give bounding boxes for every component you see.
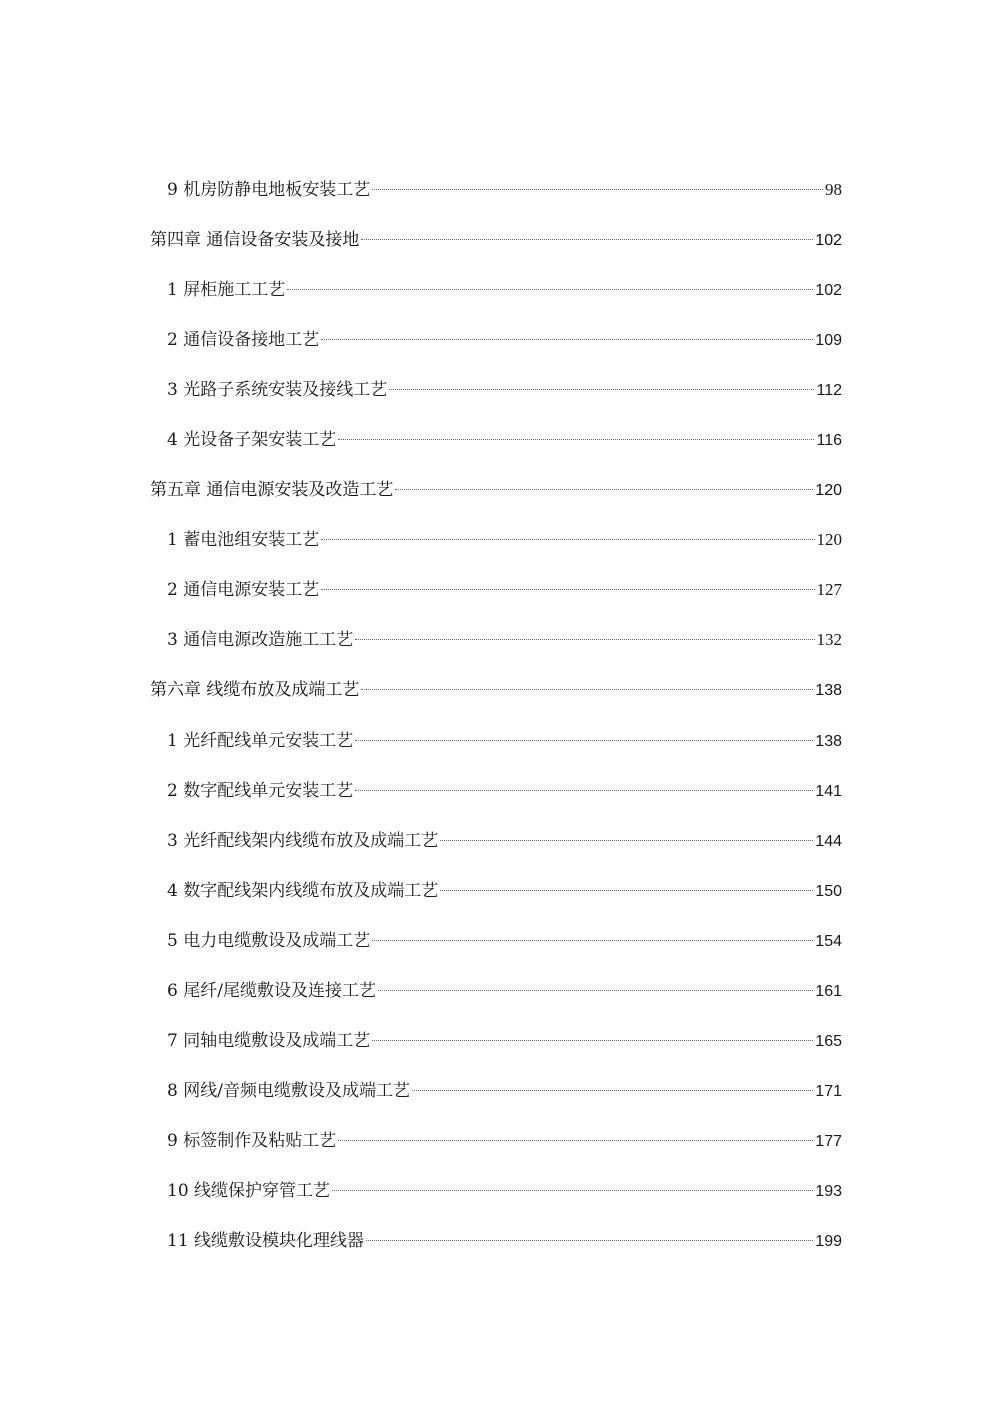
toc-dot-leader (321, 339, 813, 340)
toc-entry-title: 11 线缆敷设模块化理线器 (167, 1231, 365, 1251)
toc-dot-leader (412, 1090, 813, 1091)
toc-dot-leader (355, 639, 814, 640)
toc-entry[interactable] (167, 828, 842, 854)
toc-entry[interactable] (167, 978, 842, 1004)
toc-entry-title: 3 通信电源改造施工工艺 (167, 630, 354, 650)
toc-chapter-title: 第四章 通信设备安装及接地 (150, 230, 360, 250)
toc-entry-title: 4 数字配线架内线缆布放及成端工艺 (167, 881, 439, 901)
toc-dot-leader (366, 1240, 813, 1241)
toc-dot-leader (287, 289, 813, 290)
toc-entry-title: 2 通信电源安装工艺 (167, 580, 320, 600)
toc-entry[interactable] (167, 778, 842, 804)
toc-entry-page: 138 (815, 733, 842, 750)
toc-entry-title: 7 同轴电缆敷设及成端工艺 (167, 1031, 371, 1051)
toc-entry-page: 109 (815, 332, 842, 349)
toc-entry[interactable] (167, 377, 842, 403)
toc-entry-page: 193 (815, 1183, 842, 1200)
toc-entry-page: 132 (816, 630, 842, 649)
toc-chapter-entry[interactable] (150, 677, 842, 703)
toc-dot-leader (361, 689, 813, 690)
toc-entry-page: 171 (815, 1083, 842, 1100)
toc-entry-title: 1 屏柜施工工艺 (167, 280, 286, 300)
toc-dot-leader (378, 990, 813, 991)
toc-entry[interactable] (167, 177, 842, 203)
toc-entry-page: 144 (815, 833, 842, 850)
toc-chapter-page: 138 (815, 682, 842, 699)
toc-entry[interactable] (167, 277, 842, 303)
toc-entry-page: 120 (816, 530, 842, 549)
toc-entry[interactable] (167, 327, 842, 353)
toc-entry[interactable] (167, 1078, 842, 1104)
toc-entry-page: 98 (825, 180, 842, 199)
toc-dot-leader (372, 1040, 813, 1041)
toc-chapter-page: 120 (815, 482, 842, 499)
toc-entry[interactable] (167, 1178, 842, 1204)
toc-entry[interactable] (167, 728, 842, 754)
toc-entry-page: 177 (815, 1133, 842, 1150)
toc-entry-title: 10 线缆保护穿管工艺 (167, 1181, 331, 1201)
toc-chapter-entry[interactable] (150, 227, 842, 253)
toc-dot-leader (389, 389, 814, 390)
toc-entry-page: 141 (815, 783, 842, 800)
toc-chapter-page: 102 (815, 232, 842, 249)
toc-dot-leader (338, 439, 814, 440)
toc-dot-leader (440, 840, 813, 841)
toc-entry-page: 199 (815, 1233, 842, 1250)
toc-entry-title: 2 通信设备接地工艺 (167, 330, 320, 350)
toc-dot-leader (361, 239, 813, 240)
toc-dot-leader (338, 1140, 813, 1141)
toc-entry-title: 9 标签制作及粘贴工艺 (167, 1131, 337, 1151)
toc-dot-leader (355, 740, 813, 741)
toc-entry[interactable] (167, 1028, 842, 1054)
toc-dot-leader (355, 790, 813, 791)
toc-entry[interactable] (167, 427, 842, 453)
toc-chapter-entry[interactable] (150, 477, 842, 503)
toc-chapter-title: 第五章 通信电源安装及改造工艺 (150, 480, 394, 500)
toc-dot-leader (372, 189, 823, 190)
toc-entry-title: 4 光设备子架安装工艺 (167, 430, 337, 450)
toc-entry-page: 165 (815, 1033, 842, 1050)
toc-entry-page: 161 (815, 983, 842, 1000)
toc-entry-page: 154 (815, 933, 842, 950)
toc-entry[interactable] (167, 1228, 842, 1254)
toc-dot-leader (372, 940, 813, 941)
toc-entry[interactable] (167, 627, 842, 653)
toc-entry-title: 6 尾纤/尾缆敷设及连接工艺 (167, 981, 376, 1001)
toc-entry[interactable] (167, 928, 842, 954)
toc-dot-leader (395, 489, 813, 490)
toc-entry-title: 5 电力电缆敷设及成端工艺 (167, 931, 371, 951)
toc-dot-leader (440, 890, 813, 891)
toc-entry[interactable] (167, 577, 842, 603)
toc-entry-title: 9 机房防静电地板安装工艺 (167, 180, 371, 200)
toc-entry[interactable] (167, 878, 842, 904)
toc-entry[interactable] (167, 1128, 842, 1154)
toc-dot-leader (321, 589, 814, 590)
toc-entry-title: 3 光路子系统安装及接线工艺 (167, 380, 388, 400)
toc-entry-title: 1 光纤配线单元安装工艺 (167, 731, 354, 751)
toc-entry-page: 116 (816, 432, 842, 449)
toc-entry-page: 150 (815, 883, 842, 900)
toc-entry[interactable] (167, 527, 842, 553)
toc-entry-title: 8 网线/音频电缆敷设及成端工艺 (167, 1081, 410, 1101)
toc-entry-page: 112 (816, 382, 842, 399)
toc-entry-page: 102 (815, 282, 842, 299)
toc-chapter-title: 第六章 线缆布放及成端工艺 (150, 680, 360, 700)
toc-dot-leader (321, 539, 814, 540)
toc-entry-title: 3 光纤配线架内线缆布放及成端工艺 (167, 831, 439, 851)
toc-entry-title: 2 数字配线单元安装工艺 (167, 781, 354, 801)
toc-dot-leader (332, 1190, 813, 1191)
toc-entry-page: 127 (816, 580, 842, 599)
toc-entry-title: 1 蓄电池组安装工艺 (167, 530, 320, 550)
